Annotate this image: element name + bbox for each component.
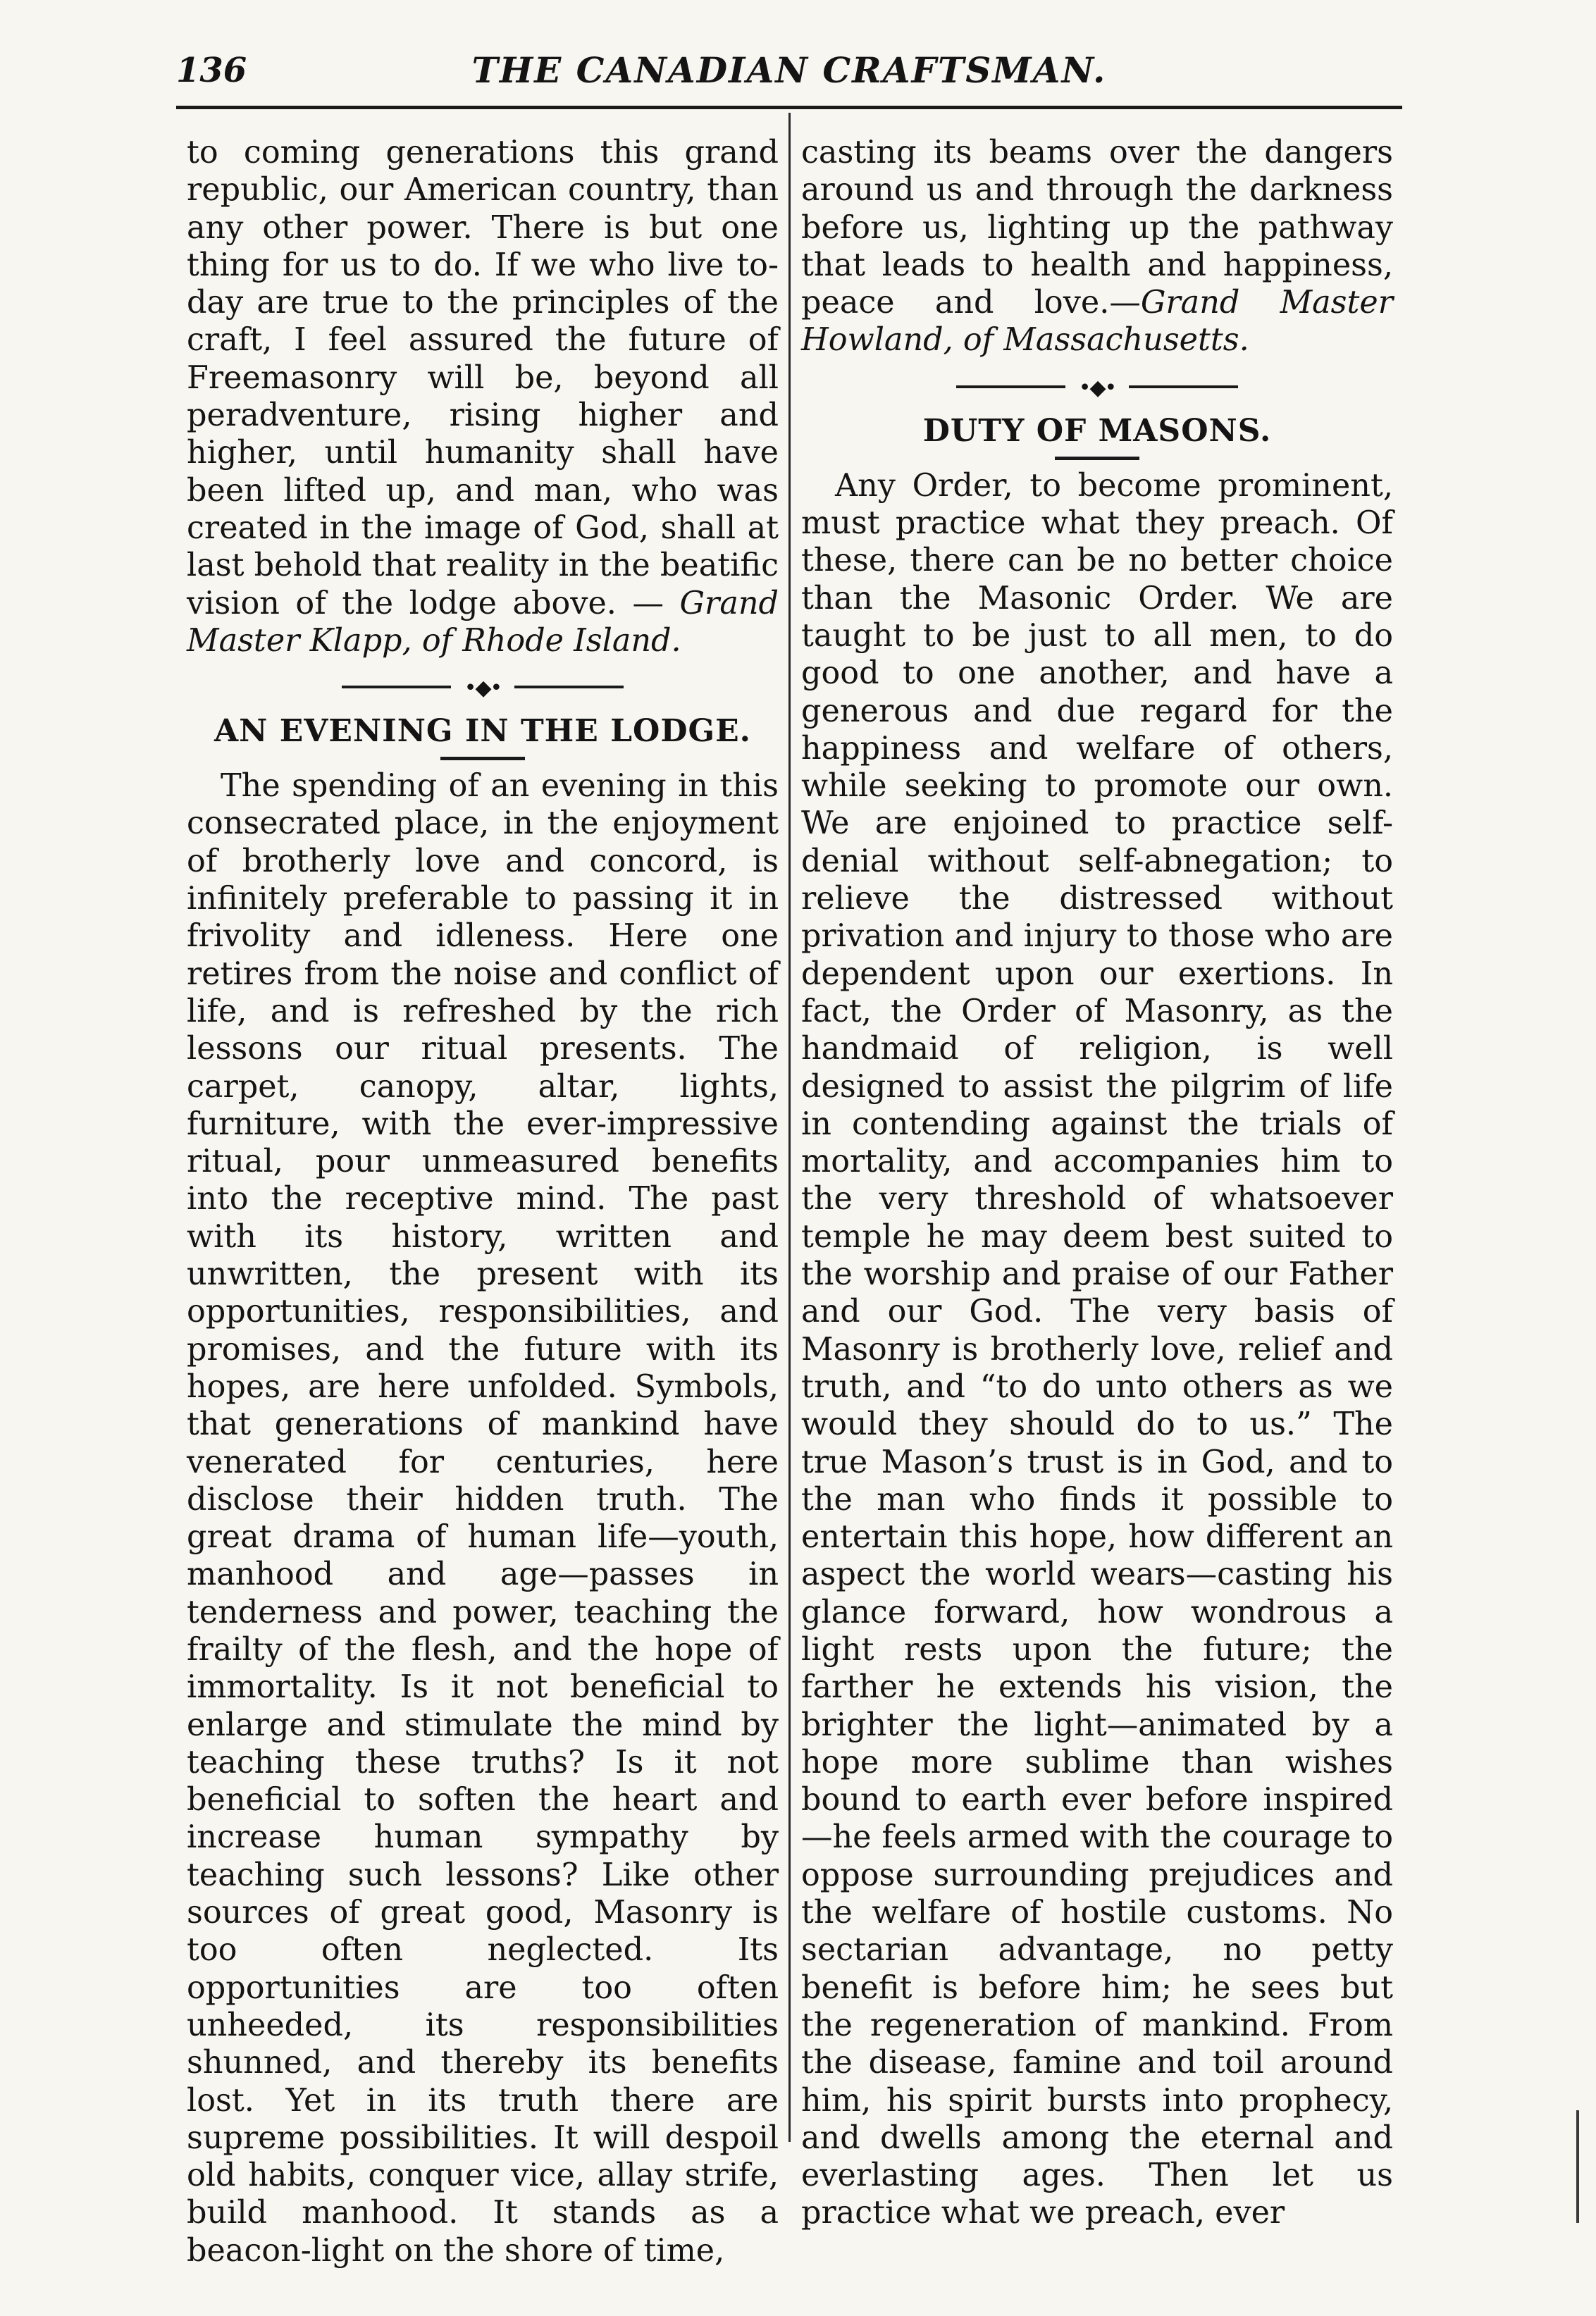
heading-underline (440, 757, 525, 760)
right-continuation-text: casting its beams over the dangers around us and through the darkness before us, lighting up the pathway that leads to health and happiness, peace and love.— (801, 135, 1393, 321)
section-divider-ornament (956, 375, 1238, 400)
article-heading-duty-of-masons: DUTY OF MASONS. (922, 412, 1272, 449)
left-continuation-text: to coming generations this grand republic, our American country, than any other power. There is but one thing for us to do. If we who live to-day are true to the principles of the craft, I feel assured the future of Freemasonry will be, beyond all peradventure, rising higher and higher, until humanity shall have been lifted up, and man, who was created in the image of God, shall at last behold that reality in the beatific vision of the lodge above. — (187, 135, 779, 621)
right-signature: Grand Master Howland, of Massachusetts. (801, 285, 1393, 359)
right-continuation-paragraph (801, 134, 1393, 359)
article-body-evening-in-lodge: The spending of an evening in this consecrated place, in the enjoyment of brotherly love and concord, is infinitely preferable to passing it in frivolity and idleness. Here one retires from the noise and conflict of life, and is refreshed by the rich lessons our ritual presents. The carpet, canopy, altar, lights, furniture, with the ever-impressive ritual, pour unmeasured benefits into the receptive mind. The past with its history, written and unwritten, the present with its opportunities, responsibilities, and promises, and the future with its hopes, are here unfolded. Symbols, that generations of mankind have venerated for centuries, here disclose their hidden truth. The great drama of human life—youth, manhood and age—passes in tenderness and power, teaching the frailty of the flesh, and the hope of immortality. Is it not beneficial to enlarge and stimulate the mind by teaching these truths? Is it not beneficial to soften the heart and increase human sympathy by teaching such lessons? Like other sources of great good, Masonry is too often neglected. Its opportunities are too often unheeded, its responsibilities shunned, and thereby its benefits lost. Yet in its truth there are supreme possibilities. It will despoil old habits, conquer vice, allay strife, build manhood. It stands as a beacon-light on the shore of time, (187, 768, 779, 2269)
left-signature: Grand Master Klapp, of Rhode Island. (187, 585, 779, 659)
header-rule (176, 106, 1402, 109)
heading-underline (1055, 457, 1139, 460)
ornament-glyph: •◆• (464, 676, 502, 701)
left-column (187, 134, 779, 2269)
ornament-glyph: •◆• (1078, 375, 1116, 400)
page-number: 136 (176, 51, 247, 90)
article-body-duty-of-masons: Any Order, to become prominent, must practice what they preach. Of these, there can be no better choice than the Masonic Order. We are taught to be just to all men, to do good to one another, and have a generous and due regard for the happiness and welfare of others, while seeking to promote our own. We are enjoined to practice self-denial without self-abnegation; to relieve the distressed without privation and injury to those who are dependent upon our exertions. In fact, the Order of Masonry, as the handmaid of religion, is well designed to assist the pilgrim of life in contending against the trials of mortality, and accompanies him to the very threshold of whatsoever temple he may deem best suited to the worship and praise of our Father and our God. The very basis of Masonry is brotherly love, relief and truth, and “to do unto others as we would they should do to us.” The true Mason’s trust is in God, and to the man who finds it possible to entertain this hope, how different an aspect the world wears—casting his glance forward, how wondrous a light rests upon the future; the farther he extends his vision, the brighter the light—animated by a hope more sublime than wishes bound to earth ever before inspired—he feels armed with the courage to oppose surrounding prejudices and the welfare of hostile customs. No sectarian advantage, no petty benefit is before him; he sees but the regeneration of mankind. From the disease, famine and toil around him, his spirit bursts into prophecy, and dwells among the eternal and everlasting ages. Then let us practice what we preach, ever (801, 467, 1393, 2231)
page-edge-mark (1576, 2110, 1579, 2223)
column-divider (788, 113, 791, 2142)
right-column (801, 134, 1393, 2232)
running-title: THE CANADIAN CRAFTSMAN. (471, 49, 1107, 91)
section-divider-ornament (342, 676, 624, 701)
article-heading-evening-in-lodge: AN EVENING IN THE LODGE. (214, 713, 751, 750)
page-header (176, 42, 1402, 106)
left-continuation-paragraph (187, 134, 779, 659)
